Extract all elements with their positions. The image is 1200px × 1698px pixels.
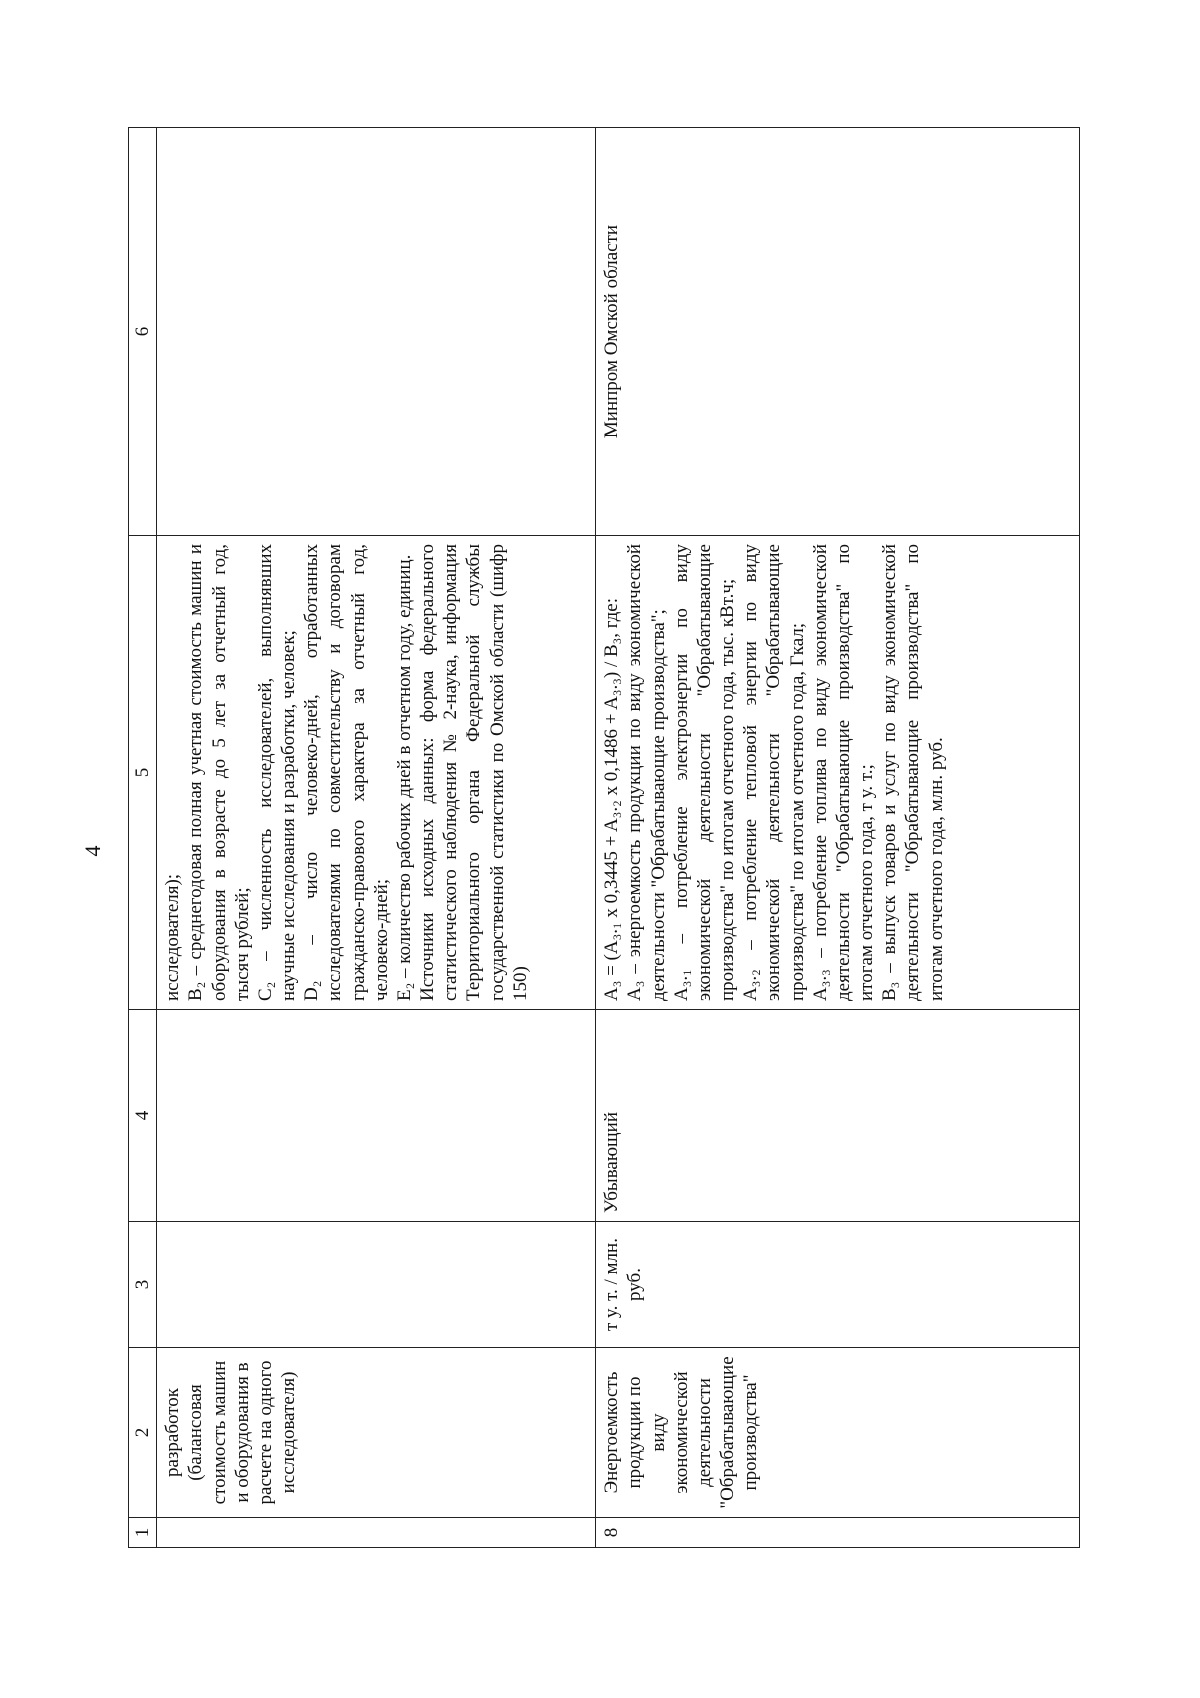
formula-line: Источники исходных данных: форма федерального статистического наблюдения № 2-наука, информация Территориального органа Федеральной службы государственной статистики по Омской области (шифр 150): [417, 544, 531, 1001]
formula-line: E₂ – количество рабочих дней в отчетном году, единиц.: [393, 554, 415, 1001]
rotated-table-wrapper: [128, 128, 1080, 1548]
cell-indicator-name: разработок (балансовая стоимость машин и оборудования в расчете на одного исследователя): [157, 1348, 596, 1518]
formula-line: A₃.₂ – потребление тепловой энергии по виду экономической деятельности "Обрабатывающие производства" по итогам отчетного года, Гкал;: [740, 544, 808, 1001]
indicators-table: [128, 127, 1080, 1548]
formula-line: C₂ – численность исследователей, выполнявших научные исследования и разработки, человек;: [254, 544, 300, 1001]
cell-indicator-name: Энергоемкость продукции по виду экономической деятельности "Обрабатывающие производства": [596, 1348, 1080, 1518]
formula-line: A₃ – энергоемкость продукции по виду экономической деятельности "Обрабатывающие производства";: [624, 544, 669, 1001]
header-col-3: 3: [129, 1222, 157, 1348]
table-row-continued: [157, 128, 596, 1548]
table-header-row: [129, 128, 157, 1548]
header-col-5: 5: [129, 536, 157, 1010]
header-col-4: 4: [129, 1010, 157, 1222]
header-col-2: 2: [129, 1348, 157, 1518]
header-col-1: 1: [129, 1518, 157, 1548]
formula-line: B₂ – среднегодовая полная учетная стоимость машин и оборудования в возрасте до 5 лет за отчетный год, тысяч рублей;: [185, 544, 253, 1001]
cell-unit: т у. т. / млн. руб.: [596, 1222, 1080, 1348]
formula-line: A₃.₃ – потребление топлива по виду экономической деятельности "Обрабатывающие производства" по итогам отчетного года, т у. т.;: [809, 544, 878, 1001]
formula-line: D₂ – число человеко-дней, отработанных исследователями по совместительству и договорам гражданско-правового характера за отчетный год, человеко-дней;: [301, 544, 392, 1001]
page-number: 4: [80, 845, 105, 857]
cell-trend: Убывающий: [596, 1010, 1080, 1222]
formula-line: A₃ = (A₃.₁ x 0,3445 + A₃.₂ x 0,1486 + A₃.₃) / B₃, где:: [601, 597, 623, 1001]
cell-num: [157, 1518, 596, 1548]
cell-formula: [157, 536, 596, 1010]
formula-line: A₃.₁ – потребление электроэнергии по виду экономической деятельности "Обрабатывающие производства" по итогам отчетного года, тыс. кВт.ч;: [670, 544, 739, 1001]
cell-responsible: [157, 128, 596, 536]
formula-line: исследователя);: [162, 873, 184, 1001]
cell-num: 8: [596, 1518, 1080, 1548]
cell-formula: [596, 536, 1080, 1010]
cell-trend: [157, 1010, 596, 1222]
cell-unit: [157, 1222, 596, 1348]
cell-responsible: Минпром Омской области: [596, 128, 1080, 536]
header-col-6: 6: [129, 128, 157, 536]
formula-line: B₃ – выпуск товаров и услуг по виду экономической деятельности "Обрабатывающие производства" по итогам отчетного года, млн. руб.: [879, 544, 947, 1001]
table-row-8: [596, 128, 1080, 1548]
